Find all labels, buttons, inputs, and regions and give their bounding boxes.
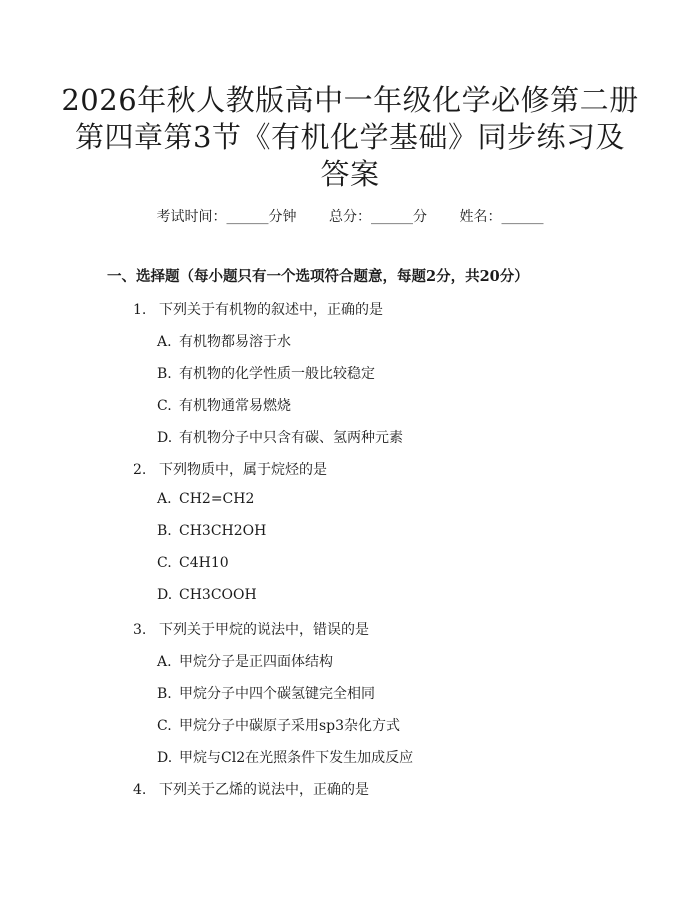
option-letter: D.: [157, 430, 173, 446]
document-title: [60, 82, 640, 193]
question-option: [157, 363, 375, 383]
title-line-2: 第四章第3节《有机化学基础》同步练习及: [75, 120, 625, 154]
total-score-field: 总分：______分: [329, 209, 427, 225]
option-letter: A.: [157, 491, 172, 507]
question-number: 1.: [133, 302, 147, 318]
question-option: [157, 715, 400, 735]
option-text: 甲烷分子是正四面体结构: [179, 654, 333, 670]
option-text: CH2=CH2: [179, 491, 255, 507]
option-letter: D.: [157, 750, 173, 766]
option-text: CH3CH2OH: [179, 523, 267, 539]
option-letter: C.: [157, 718, 172, 734]
question-number: 2.: [133, 462, 147, 478]
option-text: 甲烷分子中四个碳氢键完全相同: [179, 686, 375, 702]
option-text: CH3COOH: [179, 587, 257, 603]
question-option: [157, 587, 257, 603]
question-number: 4.: [133, 782, 147, 798]
student-name-field: 姓名：______: [459, 209, 544, 225]
option-text: 有机物分子中只含有碳、氢两种元素: [179, 430, 403, 446]
option-text: C4H10: [179, 555, 229, 571]
question: [133, 779, 369, 799]
option-text: 有机物的化学性质一般比较稳定: [179, 366, 375, 382]
question: [133, 619, 369, 639]
question-option: [157, 395, 291, 415]
option-text: 甲烷分子中碳原子采用sp3杂化方式: [179, 718, 401, 734]
question-text: 下列关于甲烷的说法中，错误的是: [159, 622, 369, 638]
question-option: [157, 747, 413, 767]
option-text: 有机物都易溶于水: [179, 334, 291, 350]
question-text: 下列物质中，属于烷烃的是: [159, 462, 327, 478]
question-option: [157, 331, 291, 351]
question-option: [157, 491, 254, 507]
question-text: 下列关于有机物的叙述中，正确的是: [159, 302, 383, 318]
option-letter: B.: [157, 523, 172, 539]
question: [133, 299, 383, 319]
question-option: [157, 651, 333, 671]
question-option: [157, 555, 229, 571]
question-option: [157, 427, 403, 447]
option-letter: A.: [157, 654, 172, 670]
title-line-1: 2026年秋人教版高中一年级化学必修第二册: [61, 83, 639, 117]
option-letter: B.: [157, 686, 172, 702]
title-line-3: 答案: [320, 157, 380, 191]
exam-meta: [0, 206, 700, 226]
option-letter: B.: [157, 366, 172, 382]
question-text: 下列关于乙烯的说法中，正确的是: [159, 782, 369, 798]
option-text: 甲烷与Cl2在光照条件下发生加成反应: [179, 750, 414, 766]
option-letter: A.: [157, 334, 172, 350]
question: [133, 459, 327, 479]
option-text: 有机物通常易燃烧: [179, 398, 291, 414]
question-option: [157, 523, 266, 539]
option-letter: C.: [157, 555, 172, 571]
question-option: [157, 683, 375, 703]
option-letter: D.: [157, 587, 173, 603]
option-letter: C.: [157, 398, 172, 414]
exam-time-field: 考试时间：______分钟: [156, 209, 297, 225]
section-title: 一、选择题（每小题只有一个选项符合题意，每题2分，共20分）: [107, 268, 529, 285]
question-number: 3.: [133, 622, 147, 638]
